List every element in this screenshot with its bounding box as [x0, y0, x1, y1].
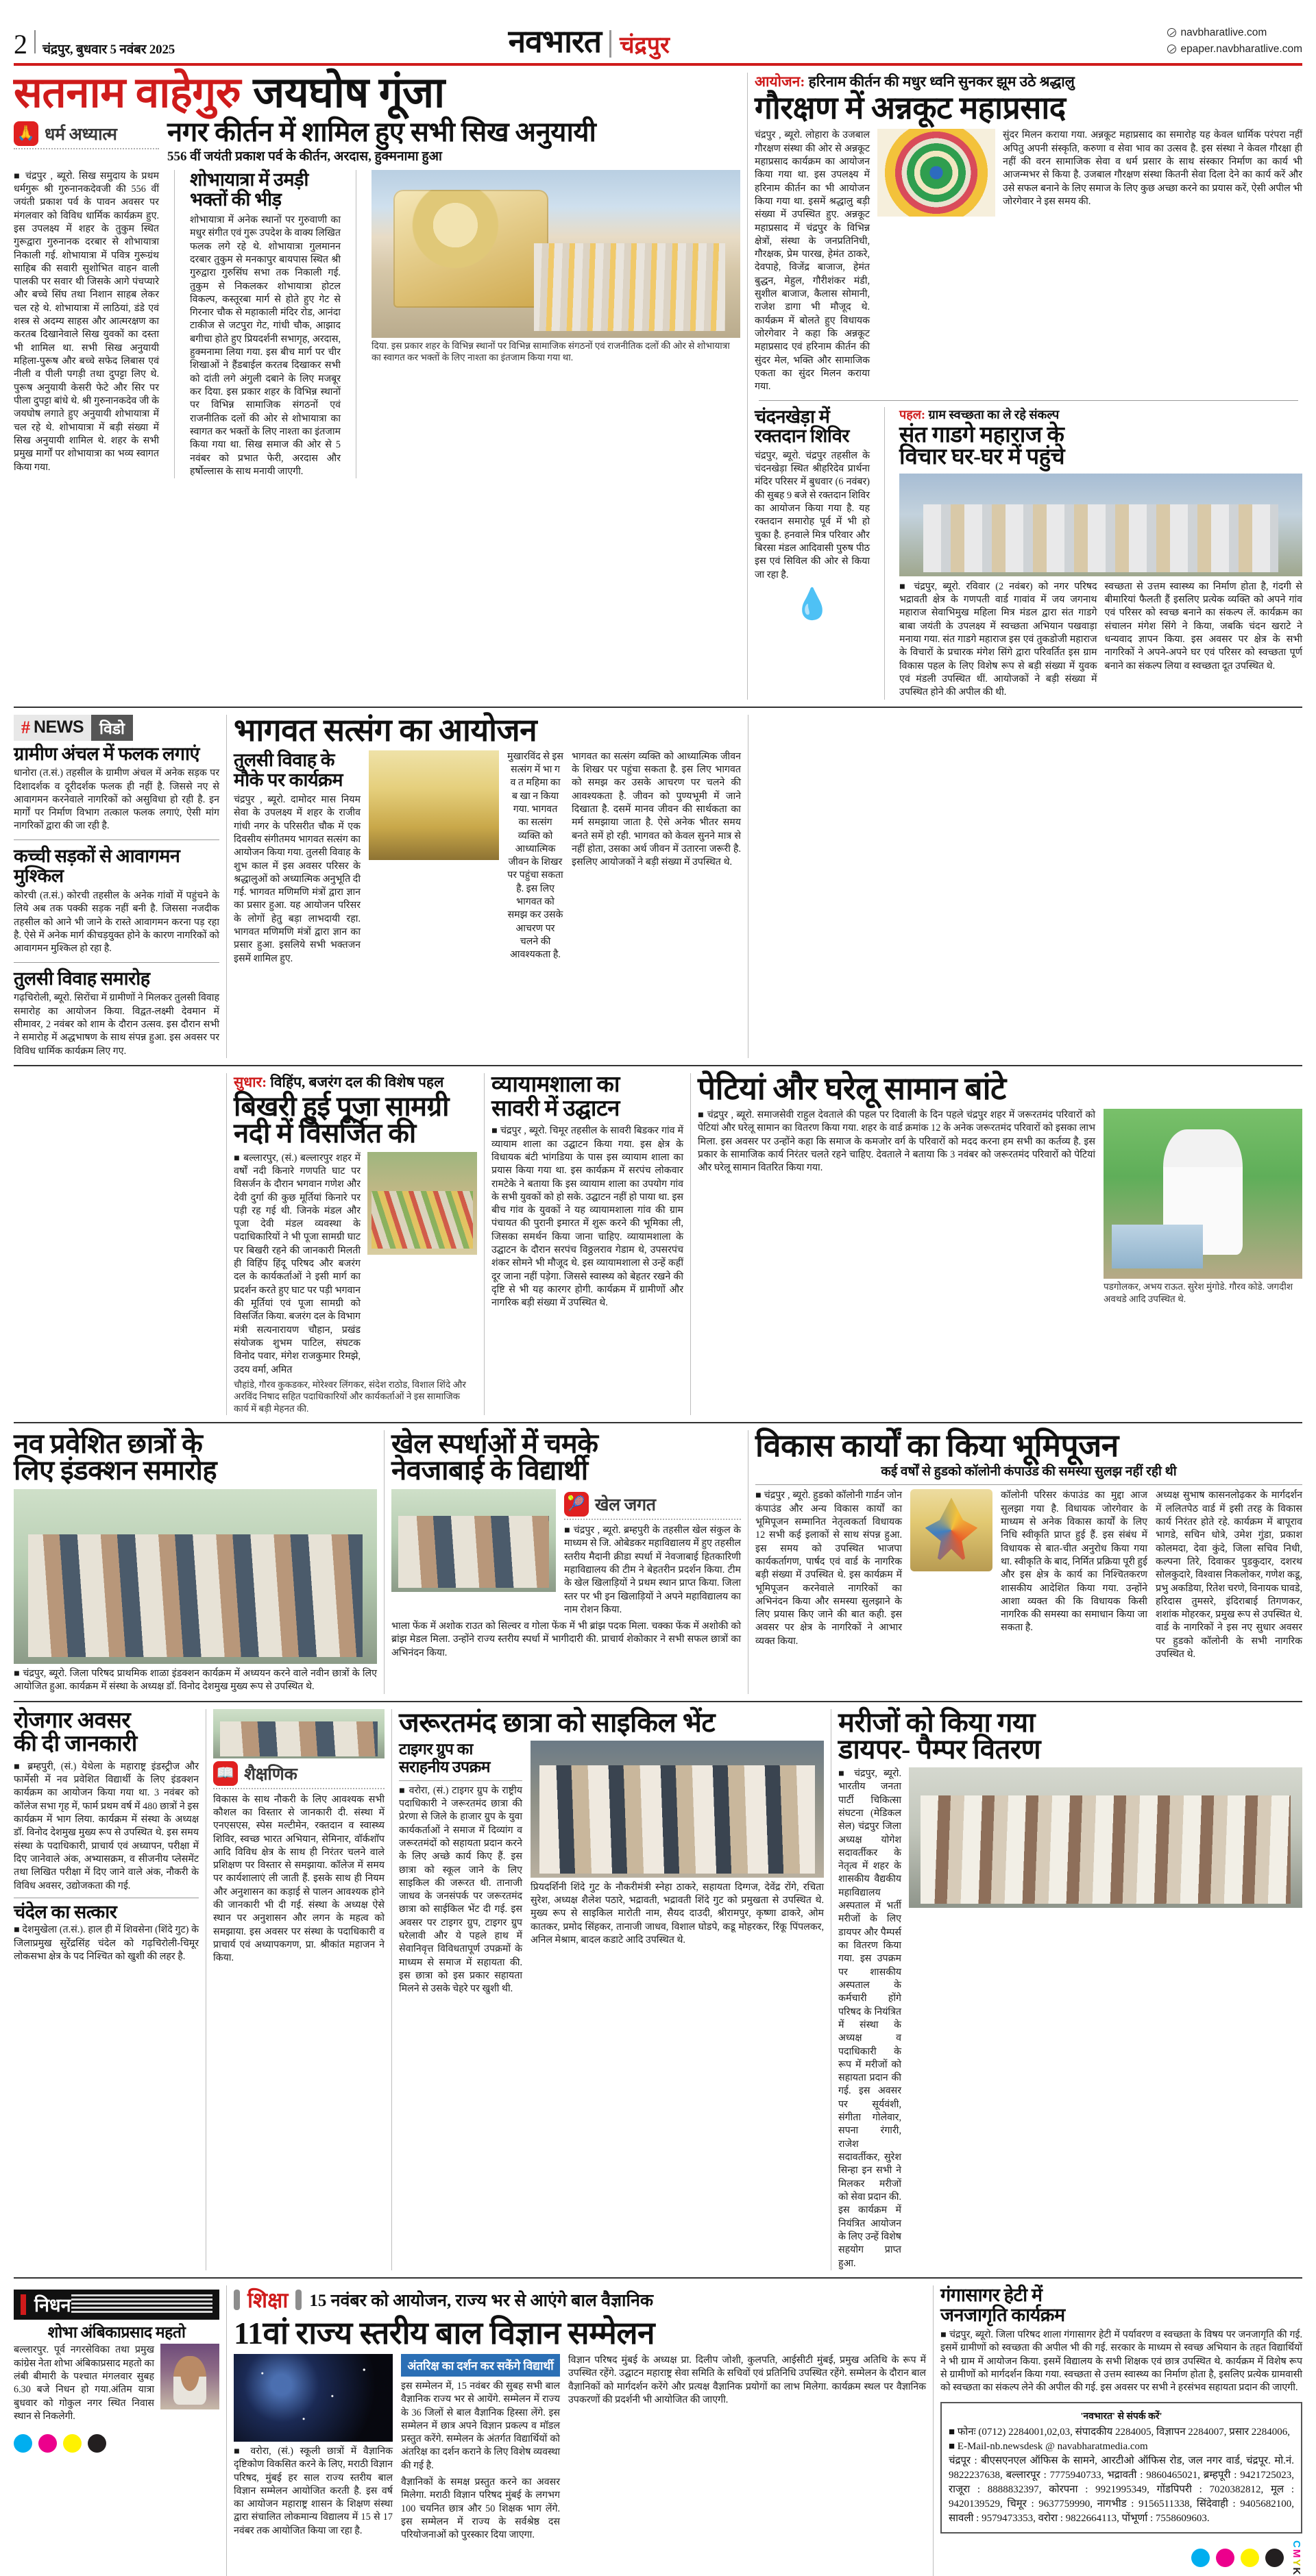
sixth-band — [10, 2285, 1306, 2576]
masthead-brand — [93, 26, 1085, 58]
obituary-lines-decoration — [71, 2294, 212, 2315]
obituary-bar — [14, 2290, 219, 2320]
bhumipujan-rule — [755, 1484, 1302, 1485]
bhagwat-photo — [369, 750, 499, 860]
section-badge-shaikshanik[interactable] — [213, 1761, 385, 1786]
shaikshanik-photo — [213, 1709, 385, 1758]
shaikshanik-body: विकास के साथ नौकरी के लिए आवश्यक सभी कौशल का विस्तार से जानकारी दी. संस्था में एनएसएस, स्पेस मल्टीमेन, रक्तदान व स्वास्थ्य शिविर, स्वच्छ भारत अभियान, सेमिनार, वॉर्कशॉप आदि विविध क्षेत्र के साथ ही निरंतर चलने वाले प्रशिक्षण पर विस्तार से समझाया. कॉलेज में समय पर कार्यशालाएं ली जाती हैं. इसके साथ ही नियम और अनुशासन का कड़ाई से पालन आवश्यक होने की जानकारी भी दी गई. संस्था के अध्यक्ष ऐसे स्थान पर अनुशासन और लगन के महत्व को समझाया. इस अवसर पर संस्था के पदाधिकारी व प्राचार्य एवं अध्यापकगण, प्रा. श्रीकांत महाजन ने किया. — [213, 1793, 385, 1964]
diaper-headline-1: मरीजों को किया गया — [838, 1706, 1035, 1738]
globe-icon — [1167, 45, 1176, 53]
globe-icon — [1167, 28, 1176, 37]
khel-body-2: भाला फेंक में अशोक राउत को सिल्वर व गोला फेंक में भी ब्रांझ पदक मिला. चक्का फेंक में अशोकी को ब्रांझ मेडल मिला. उन्होंने राज्य स्तरीय स्पर्धा में भागीदारी की. प्राचार्य शेकोकार ने सभी सफल छात्रों का अभिनंदन किया. — [391, 1621, 741, 1658]
vyayamshala-story — [491, 1073, 683, 1415]
gadge-headline-2: विचार घर-घर में पहुंचे — [899, 445, 1065, 470]
lead-body-2: शोभायात्रा में अनेक स्थानों पर गुरुवाणी का मधुर संगीत एवं गुरू उपदेश के वाक्य लिखित फलक लगे रहे थे. शोभायात्रा गुलमानन दरबार तुकुम से मनकापुर बायपास स्थित श्री गुरुद्वारा गुरुसिंघ सभा तक निकाली गई. तुकुम से निकलकर शोभायात्रा होटल विकल्प, कस्तूरबा मार्ग से होते हुए गेट से गिरनार चौक से महाकाली मंदिर रोड, आनंदा टाकीज से जटपुरा गेट, गांधी चौक, आझाद बगीचा होते हुए प्रियदर्शनी सभागृह, अरदास, हुक्मनामा लिया गया. इस बीच मार्ग पर चीर शिखाओं ने हैंडबाईल करतब दिखाकर सभी को दांती लगे अंगुली दबाने के लिए मजबूर कर दिया. इस प्रकार शहर के विभिन्न स्थानों पर विभिन्न सामाजिक संगठनों एवं राजनीतिक दलों की ओर से शोभायात्रा का स्वागत कर भक्तों के लिए नाश्ता का इंतजाम किया गया था. सिख समाज की ओर से 5 नवंबर को प्रभात फेरी, अरदास और हर्षोल्लास के साथ मनायी जाएगी. — [190, 214, 341, 477]
gadge-body-right: स्वच्छता से उत्तम स्वास्थ्य का निर्माण होता है, गंदगी से बीमारियां फैलती हैं इसलिए प्रत्येक व्यक्ति को अपने गांव एवं परिसर को स्वच्छ बनाने का संकल्प लें. कार्यक्रम का संचालन मंगेश सिंगे ने किया, जबकि चंदन खराटे ने धन्यवाद ज्ञापन किया. इस अवसर पर क्षेत्र के सभी नागरिकों ने अपने-अपने घर एवं परिसर को स्वच्छता पूर्ण बनाने का संकल्प लिया व स्वच्छता दूत उपस्थित थे. — [1104, 580, 1302, 672]
raktdan-headline-1: चंदनखेड़ा में — [755, 406, 830, 427]
bhagwat-headline: भागवत सत्संग का आयोजन — [234, 712, 537, 748]
cycle-story — [399, 1706, 824, 2270]
column-rule — [226, 715, 227, 1058]
induction-story — [14, 1427, 377, 1694]
rozgar-headline-1: रोजगार अवसर — [14, 1708, 131, 1733]
shiksha-photo — [234, 2354, 393, 2442]
video-badge-label[interactable]: विडो — [91, 715, 133, 741]
black-dot — [1265, 2549, 1284, 2567]
cycle-photo — [531, 1741, 824, 1878]
lead-bullet: 556 वीं जयंती प्रकाश पर्व के कीर्तन, अरदास, हुक्मनामा हुआ — [167, 149, 442, 164]
gaurakshan-headline: गौरक्षण में अन्नकूट महाप्रसाद — [755, 90, 1066, 126]
yellow-dot — [63, 2434, 82, 2453]
bhumipujan-body-left: ■ चंद्रपुर , ब्यूरो. हुडको कॉलोनी गार्डन जोन कंपाउंड और अन्य विकास कार्यों का भूमिपूजन सम्मानित नेतृत्वकर्ता विधायक 12 सभी कई इलाकों से साथ संपन्न हुआ. इस समय को उपस्थित भाजपा कार्यकर्तागण, पार्षद एवं वार्ड के नागरिक बड़ी संख्या में उपस्थित थे. इस कार्यक्रम में भूमिपूजन करनेवाले नागरिकों का अभिनंदन किया और समस्या सुलझाने के लिए प्रयास किए जाने की बात कही. इस अवसर पर क्षेत्र के नागरिकों ने आभार व्यक्त किया. — [755, 1490, 902, 1647]
lead-story — [14, 70, 740, 700]
bhumipujan-subhead: कई वर्षों से हुडको कॉलोनी कंपाउंड की समस्या सुलझ नहीं रही थी — [881, 1464, 1177, 1479]
section-dotline — [14, 148, 159, 149]
bhumipujan-body-mid: कॉलोनी परिसर कंपाउंड का मुद्दा आज सुलझा गया है. विधायक जोरगेवार के माध्यम से अनेक विकास कार्यों के लिए निधि स्वीकृति प्राप्त हुई हैं. इस संबंध में विधायक से बात-चीत अनुरोध किया गया था. स्वीकृति के बाद, निर्मित प्रक्रिया पूरी हुई और इस क्षेत्र के कार्य का निश्चितकरण शासकीय आदेशित किया गया. उन्होंने आशा व्यक्त की कि विधायक किसी नागरिक की समस्या का समाधान किया जा सकता है. — [1001, 1490, 1147, 1634]
pipe-decoration — [234, 2290, 240, 2310]
cyan-dot — [1191, 2549, 1210, 2567]
induction-body: ■ चंद्रपुर, ब्यूरो. जिला परिषद प्राथमिक शाळा इंडक्शन कार्यक्रम में अध्ययन करने वाले नवीन छात्रों के लिए आयोजित हुआ. कार्यक्रम में संस्था के अध्यक्ष डॉ. विनोद देशमुख मुख्य रूप से उपस्थित थे. — [14, 1667, 377, 1693]
band-separator — [14, 1422, 1302, 1423]
news-item-rule — [14, 962, 219, 963]
column-rule — [933, 2285, 934, 2576]
diaper-body: ■ चंद्रपुर, ब्यूरो. भारतीय जनता पार्टी चिकित्सा संघटना (मेडिकल सेल) चंद्रपुर जिला अध्यक्ष योगेश सदावर्तीकर के नेतृत्व में शहर के शासकीय वैद्यकीय महाविद्यालय अस्पताल में भर्ती मरीजों के लिए डायपर और पैम्पर्स का वितरण किया गया. इस उपक्रम पर शासकीय अस्पताल के कर्मचारी होंगे परिषद के नियंत्रित में संस्था के अध्यक्ष व पदाधिकारी के रूप में मरीजों को सहायता प्रदान की गई. इस अवसर पर सूर्यवंशी, संगीता गोलेवार, सपना रंगारी, राजेश सदावर्तीकर, सुरेश सिन्हा इन सभी ने मिलकर मरीजों को सेवा प्रदान की. इस कार्यक्रम में नियंत्रित आयोजन के लिए उन्हें विशेष सहयोग प्राप्त हुआ. — [838, 1767, 901, 2269]
section-dotline — [213, 1788, 385, 1789]
news-badge-label: NEWS — [34, 717, 84, 737]
contact-addresses: चंद्रपूर : बीएसएनएल ऑफिस के सामने, आरटीओ ऑफिस रोड, जल नगर वार्ड, चंद्रपूर. मो.नं. 9822237638, बल्लारपूर : 7775940733, भद्रावती : 9860465021, ब्रम्हपूरी : 9421725023, राजूरा : 8888832397, कोरपना : 9921995349, गोंडपिपरी : 7020382812, मूल : 9420139529, चिमूर : 9637759990, नागभीड : 9156511338, सिंदेवाही : 9405682100, सावली : 9579473353, वरोरा : 9822664113, पोंभूर्णा : 7558609603. — [949, 2455, 1294, 2524]
shiksha-body-right: विज्ञान परिषद मुंबई के अध्यक्ष प्रा. दिलीप जोशी, कुलपति, आईसीटी मुंबई, प्रमुख अतिथि के रूप में उपस्थित रहेंगे. उद्घाटन महाराष्ट्र सेवा समिति के सचिवों एवं प्रतिनिधि उपस्थित रहेंगे. सम्मेलन के दौरान बाल वैज्ञानिकों को मार्गदर्शन करेंगे और प्रत्यक्ष वैज्ञानिक प्रयोगों का लाभ मिलेगा. कार्यक्रम स्थल पर वैज्ञानिक उपकरणों की प्रदर्शनी भी आयोजित की जाएगी. — [568, 2354, 926, 2405]
bhagwat-sub-title: तुलसी विवाह के मौके पर कार्यक्रम — [234, 749, 343, 790]
khel-body: ■ चंद्रपुर , ब्यूरो. ब्रम्हपुरी के तहसील खेल संकुल के माध्यम से जि. ओबेडकर महाविद्यालय में हुए तहसील स्तरीय मैदानी क्रीडा स्पर्धा में नेवजाबाई हितकारिणी महाविद्यालय की टीम ने बेहतरीन प्रदर्शन किया. टीम के खेल खिलाड़ियों ने प्रथम स्थान प्राप्त किया. जिला स्तर पर भी इन खिलाड़ियों ने अपने महाविद्यालय का नाम रोशन किया. — [564, 1524, 741, 1615]
bhagwat-body-mid: मुखारविंद से इस सत्संग में भा ग व त महिमा का ब खा न किया गया. भागवत का सत्संग व्यक्ति को आध्यात्मिक जीवन के शिखर पर पहुंचा सकता है. इस लिए भागवत को समझ कर उसके आचरण पर चलने की आवश्यकता है. — [507, 750, 563, 961]
third-left-spacer — [14, 1073, 219, 1415]
sudhar-headline-2: नदी में विसर्जित की — [234, 1118, 416, 1149]
obituary-block — [14, 2285, 219, 2453]
sudhar-headline-1: बिखरी हुई पूजा सामग्री — [234, 1091, 450, 1123]
shiksha-body-left: ■ वरोरा, (सं.) स्कूली छात्रों में वैज्ञानिक दृष्टिकोण विकसित करने के लिए, मराठी विज्ञान परिषद, मुंबई हर साल राज्य स्तरीय बाल विज्ञान सम्मेलन आयोजित करती है. इस वर्ष का आयोजन महाराष्ट्र शासन के शिक्षण संस्था द्वारा संचालित लोकमान्य विद्यालय में 15 से 17 नवंबर तक आयोजित किया जा रहा है. — [234, 2445, 393, 2536]
gadge-kicker — [899, 407, 1302, 423]
petiyan-headline: पेटियां और घरेलू सामान बांटे — [698, 1070, 1006, 1106]
cycle-body-right: प्रियदर्शिनी शिंदे गुट के नौकरीमंत्री स्नेहा ठाकरे, सहायता दिग्गज, देवेंद्र रोंगे, रचिता सुरेश, अध्यक्ष शैलेश पठारे, भद्रावती, भद्रावती शिंदे गुट को प्रमुखता से उपस्थित थे. मुख्य रूप से साइकिल मारोती नाम, सैयद दाउदी, श्रीरामपुर, कृष्णा ढाकरे, ओम कातकर, प्रमोद सिंहकर, तानाजी जाधव, विशाल घोडपे, कडू मोहरकर, रिंकू पिंपलकर, अनिल मेश्राम, बादल कडाटे आदि उपस्थित थे. — [531, 1881, 824, 1946]
khel-story — [391, 1427, 741, 1694]
khel-photo — [391, 1489, 556, 1592]
top-band — [10, 70, 1306, 700]
namaste-icon: 🙏 — [14, 121, 38, 146]
band-separator — [14, 707, 1302, 708]
sudhar-body: ■ बल्लारपुर, (सं.) बल्लारपुर शहर में वर्षों नदी किनारे गणपति घाट पर विसर्जन के दौरान भगवान गणेश और देवी दुर्गा की कुछ मूर्तियां किनारे पर पड़ी रह गई थी. जिनके मंडल और पूजा देवी मंडल व्यवस्था के पदाधिकारियों ने भी पूजा सामग्री घाट पर बिखरी रहने की जानकारी मिलती ही विहिंप हिंदू परिषद और बजरंग दल के कार्यकर्ताओं ने इसी मार्ग का प्रदर्शन करते हुए घाट पर पड़ी भगवान की मूर्तियां एवं पूजा सामग्री को विसर्जित किया. बजरंग दल के विभाग मंत्री सत्यनारायण चौहान, प्रखंड संयोजक शुभम पाटिल, संघटक विनोद पवार, मंगेश राजकुमार रिमझे, उदय वर्मा, अमित — [234, 1152, 361, 1375]
lead-body-1: ■ चंद्रपुर , ब्यूरो. सिख समुदाय के प्रथम धर्मगुरू श्री गुरुनानकदेवजी की 556 वीं जयंती प्रकाश पर्व के पावन अवसर पर मंगलवार को विविध धार्मिक कार्यक्रम हुए. इस उपलक्ष्य में शहर के तुकुम स्थित गुरूद्वारा गुरुनानक दरबार से शोभायात्रा निकाली गई. शोभायात्रा में पवित्र गुरूग्रंथ साहिब की सवारी सुशोभित वाहन वाली पालकी पर सवार थी जिसके आगे पंचप्यारे और बच्चे सिंघ तथा निशान साहब लेकर चल रहे थे. शोभायात्रा में लाठियां, डंडे एवं शस्त्र से अदम्य साहस और आत्मरक्षण का करतब दिखानेवाले सिख युवकों का दस्ता भी शामिल था. सभी सिख अनुयायी महिला-पुरूष और बच्चे सफेद लिबास एवं नीली व पीली पगड़ी तथा दुपट्टा लिए थे. पुरूष अनुयायी केसरी फेटे और सिर पर पीला दुपट्टा बांधे थे. श्री गुरुनानकदेव जी के जयघोष लगाते हुए अनुयायी शोभायात्रा में चल रहे थे. शोभायात्रा में बड़ी संख्या में सिख अनुयायी शामिल थे. शहर के सभी प्रमुख मार्गों पर शोभायात्रा का भव्य स्वागत किया गया. — [14, 170, 159, 473]
gaurakshan-kicker — [755, 73, 1302, 90]
third-band — [10, 1070, 1306, 1415]
obituary-name: शोभा अंबिकाप्रसाद महतो — [47, 2323, 186, 2341]
column-rule — [226, 1073, 227, 1415]
obituary-photo — [160, 2344, 219, 2409]
gadge-kicker-rest: ग्राम स्वच्छता का ले रहे संकल्प — [928, 407, 1060, 421]
raktdan-headline-2: रक्तदान शिविर — [755, 426, 849, 447]
shiksha-story — [234, 2285, 926, 2542]
shiksha-headline: 11वां राज्य स्तरीय बाल विज्ञान सम्मेलन — [234, 2315, 655, 2351]
fourth-band — [10, 1427, 1306, 1694]
sudhar-story — [234, 1073, 477, 1415]
diaper-photo — [909, 1767, 1302, 1908]
gangasagar-headline-2: जनजागृति कार्यक्रम — [940, 2304, 1065, 2325]
raktdan-body: चंद्रपुर, ब्यूरो. चंद्रपुर तहसील के चंदनखेड़ा स्थित श्रीहरिदेव प्रार्थना मंदिर परिसर में बुधवार (6 नवंबर) की सुबह 9 बजे से रक्तदान शिविर का आयोजन किया गया है. यह रक्तदान समारोह पूर्व में भी हो चुका है. हनवाले मित्र परिवार और बिरसा मंडल आदिवासी पुरुष पीठ इस एवं सिविल की ओर से किया जा रहा है. — [755, 450, 870, 580]
cycle-rule — [399, 1780, 522, 1781]
sudhar-photo-caption: चौहांडे, गौरव कुकडकर, मोरेश्वर लिंगकर, संदेश राठोड, विशाल शिंदे और अरविंद निषाद सहित पदाधिकारियों और कार्यकर्ताओं ने इस सामाजिक कार्य में बड़ी मेहनत की. — [234, 1379, 466, 1414]
rozgar-story — [14, 1709, 199, 2270]
lead-photo — [371, 170, 740, 338]
petiyan-photo-caption: पडगोलकर, अभय राऊत. सुरेश मुंगोडे. गौरव कोडे. जगदीश अवथडे आदि उपस्थित थे. — [1104, 1281, 1293, 1304]
cyan-dot — [14, 2434, 32, 2453]
khel-headline-1: खेल स्पर्धाओं में चमके — [391, 1427, 598, 1459]
news-item-3-body: गढ़चिरोली, ब्यूरो. सिरोंचा में ग्रामीणों ने मिलकर तुलसी विवाह समारोह का आयोजन किया. विद्वत-लक्ष्मी देवमान में सीमावर, 2 नवंबर को शाम के दौरान उत्सव. इस दौरान सभी ने समारोह में अद्धभाषण के साथ संपन्न हुआ. इस अवसर पर विविध धार्मिक कार्यक्रम लिए गए. — [14, 992, 219, 1057]
masthead-rule — [14, 63, 1302, 66]
black-dot — [88, 2434, 106, 2453]
contact-title: 'नवभारत' से संपर्क करें' — [1080, 2411, 1162, 2422]
petiyan-body: ■ चंद्रपुर , ब्यूरो. समाजसेवी राहुल देवताले की पहल पर दिवाली के दिन पहले चंद्रपुर शहर में जरूरतमंद परिवारों को पेटियां और घरेलू सामान का वितरण किया गया. शहर के वार्ड क्रमांक 12 के अनेक जरूरतमंद परिवारों को इसका लाभ मिला. इस अवसर पर उन्होंने कहा कि समाज के कमजोर वर्ग के परिवारों को मदद करना हम सभी का कर्तव्य है. इस प्रकार के सामाजिक कार्य निरंतर चलते रहने चाहिए. देवताले ने बताया कि 3 नवंबर को जरूरतमंद परिवारों को पेटियां और घरेलू सामान वितरित किया गया. — [698, 1109, 1095, 1174]
bhagwat-story — [234, 712, 741, 1058]
gadge-body-left: ■ चंद्रपुर, ब्यूरो. रविवार (2 नवंबर) को नगर परिषद भद्रावती क्षेत्र के गणपती वार्ड गावांव में जय जगनाथ महाराज सेवाभिमुख महिला मित्र मंडल द्वारा संत गाडगे बाबा जयंती के उपलक्ष्य में स्वच्छता अभियान पखवाड़ा मनाया गया. संत गाडगे महाराज इस एवं तुकडोजी महाराज के विचारों के प्रचारक मंगेश सिंगे द्वारा परिवर्तित इस ग्राम विकास पहल के लिए विशेष रूप से बड़ी संख्या में युवक एवं मंडली उपस्थित थीं. आयोजकों ने बड़ी संख्या में उपस्थित होने की अपील की थी. — [899, 580, 1097, 698]
bhumipujan-body-right: अध्यक्ष सुभाष कासनलोढ़कर के मार्गदर्शन में ललितपेठ वार्ड में इसी तरह के विकास कार्य निरंतर होते रहे. कार्यक्रम में बापूराव भागडे, सचिन धोत्रे, उमेश गुंडा, प्रकाश कोलमदा, देवा कुंदे, जिला सचिव निधी, कल्पना तिरे, दिवाकर पुडकुदार, दशरथ सोलकुदारे, विश्वास निकलोकर, गणेश कडू, प्रभु अकडिया, रितेश चरणे, विनायक घावडे, हरिदास तुमसरे, इंदिराबाई तिगणकर, शशांक मोहरकर, प्रमुख रूप से उपस्थित थे. वार्ड के नागरिकों ने इस नए सुधार अवसर पर हुडको कॉलोनी के सभी नागरिक उपस्थित थे. — [1156, 1490, 1302, 1660]
dateline: चंद्रपुर, बुधवार 5 नवंबर 2025 — [42, 42, 175, 57]
bhagwat-body-right: भागवत का सत्संग व्यक्ति को आध्यात्मिक जीवन के शिखर पर पहुंचा सकता है. इस लिए भागवत को समझ कर उसके आचरण पर चलने की आवश्यकता है. जीवन को पुण्यभूमी में जाने दिखाता है. दसमें मानव जीवन की सार्थकता का मर्म समझाया जाता है. ऐसे अनेक भीतर समय बनते समें हो रही. भागवत को केवल सुनने मात्र से नहीं होता, उसका अर्थ जीवन में उतारना जरूरी है. इसलिए आयोजकों ने बड़ी संख्या में उपस्थित थे. — [572, 750, 741, 868]
vyayamshala-body: ■ चंद्रपुर , ब्यूरो. चिमूर तहसील के सावरी बिडकर गांव में व्यायाम शाला का उद्घाटन किया गया. इस क्षेत्र के विधायक बंटी भांगडिया के पास इस व्यायाम शाला का प्रयास किया गया था. इस कार्यक्रम में सरपंच लोकवार रामटेके ने बताया कि इस व्यायाम शाला का उपयोग गांव के सभी युवकों को हो सके. उद्घाटन नहीं हो पाया था. इस बीच गांव के युवकों ने यह व्यायामशाला गांव की ग्राम पंचायत की पुरानी इमारत में शुरू करने की भूमिका ली, जिसका समर्थन किया जाना चाहिए. व्यायामशाला के उद्घाटन के दौरान सरपंच विठ्ठलराव गेडाम थे, उपसरपंच शंकर सोमने भी मौजूद थे. इस व्यायामशाला से उन्हें कहीं दूर जाना नहीं पड़ेगा. जिससे स्वास्थ्य को बेहतर रखने की दृष्टि से भी यह कारगर होगी. कार्यक्रम में ग्रामीणों और नागरिक बड़ी संख्या में उपस्थित थे. — [491, 1125, 683, 1309]
cycle-badge: टाइगर ग्रुप का सराहनीय उपक्रम — [399, 1740, 491, 1776]
pipe-decoration — [295, 2290, 302, 2310]
lead-subhead: नगर कीर्तन में शामिल हुए सभी सिख अनुयायी — [167, 116, 596, 147]
cmyk-marks-right — [1191, 2549, 1284, 2567]
column-rule — [690, 1073, 691, 1415]
bhumipujan-photo — [910, 1489, 992, 1571]
news-item-3-title: तुलसी विवाह समारोह — [14, 968, 150, 989]
band-rule — [747, 73, 748, 700]
section-badge-label: खेल जगत — [595, 1495, 656, 1514]
sudhar-photo — [367, 1152, 477, 1255]
band-separator — [14, 2277, 1302, 2279]
section-badge-khel[interactable] — [564, 1492, 741, 1517]
obituary-body: बल्लारपुर. पूर्व नगरसेविका तथा प्रमुख कांग्रेस नेता शोभा अंबिकाप्रसाद महतो का लंबी बीमारी के पश्चात मंगलवार सुबह 6.30 बजे निधन हो गया.अंतिम यात्रा बुधवार को गोकुल नगर स्थित निवास स्थान से निकलेगी. — [14, 2344, 154, 2422]
news-item-rule — [14, 839, 219, 840]
vyayamshala-headline-2: सावरी में उद्घाटन — [491, 1096, 620, 1121]
shiksha-kicker: 15 नवंबर को आयोजन, राज्य भर से आएंगे बाल वैज्ञानिक — [309, 2291, 654, 2310]
brand-logo: नवभारत — [508, 24, 602, 59]
diaper-headline-2: डायपर- पैम्पर वितरण — [838, 1733, 1041, 1765]
masthead-divider — [34, 30, 36, 53]
magenta-dot — [1216, 2549, 1234, 2567]
bhumipujan-headline: विकास कार्यों का किया भूमिपूजन — [755, 1427, 1119, 1463]
gaurakshan-story — [755, 73, 1302, 700]
news-badge-left — [14, 715, 91, 741]
news-video-column — [14, 715, 219, 1058]
cmyk-label: CMYK — [1291, 2540, 1302, 2576]
shiksha-body-mid-2: वैज्ञानिकों के समक्ष प्रस्तुत करने का अवसर मिलेगा. मराठी विज्ञान परिषद मुंबई के लगभग 100 चयनित छात्र और 50 शिक्षक भाग लेंगे. इस सम्मेलन में राज्य के सर्वश्रेष्ठ दस परियोजनाओं को पुरस्कार दिया जाएगा. — [401, 2477, 560, 2541]
gaurakshan-kicker-red: आयोजन: — [755, 73, 805, 90]
website-epaper-label: epaper.navbharatlive.com — [1180, 42, 1302, 55]
news-video-badge[interactable] — [14, 715, 133, 741]
news-item-1-body: धानोरा (त.सं.) तहसील के ग्रामीण अंचल में अनेक सड़क पर दिशादर्शक व दूरीदर्शक फलक ही नहीं है. जिससे नए से आवागमन करनेवाले नागरिकों को असुविधा हो रही है. इन मार्गों पर निर्माण विभाग तत्काल फलक लगाएं, ऐसी मांग नागरिकों द्वारा की जा रही है. — [14, 768, 219, 832]
gangasagar-block — [940, 2285, 1302, 2576]
news-item-2-body: कोरची (त.सं.) कोरची तहसील के अनेक गांवों में पहुंचने के लिये अब तक पक्की सड़क नहीं बनी है. जिससा नजदीक तहसील को आने भी जाने के रास्ते आवागमन करना पड़ रहा है. ऐसे में अनेक मार्ग कीचड़युक्त होने के कारण नागरिकों को आवागमन मुश्किल हो रहा है. — [14, 890, 219, 955]
section-dotline — [564, 1519, 741, 1520]
gangasagar-headline-1: गंगासागर हेटी में — [940, 2284, 1043, 2305]
band-separator — [14, 1065, 1302, 1066]
rozgar-body: ■ ब्रम्हपुरी, (सं.) येथेला के महाराष्ट्र इंडस्ट्रीज और फार्मेसी में नव प्रवेशित विद्यार्थी के लिए इंडक्शन कार्यक्रम का आयोजन किया गया था. 3 नवंबर को कॉलेज सभा गृह में, फार्म प्रथम वर्ष में 480 छात्रों ने इस कार्यक्रम में भाग लिया. कार्यक्रम में संस्था के अध्यक्ष डॉ. विनोद देशमुख मुख्य रूप से उपस्थित थे. इस समय संस्था के पदाधिकारी, प्राचार्य एवं अध्यापन, परीक्षा में दिए जानेवाले अंक, अभ्यासक्रम, व सीजनीय प्लेसमेंट तथा लिखित परीक्षा में दिए जाने वाले अंक, नौकरी के विविध अवसर, उद्योजकता की गई. — [14, 1761, 199, 1891]
petiyan-placeholder — [755, 715, 1302, 1058]
cycle-headline: जरूरतमंद छात्रा को साइकिल भेंट — [399, 1706, 716, 1738]
khel-headline-2: नेवजाबाई के विद्यार्थी — [391, 1454, 588, 1486]
section-rule — [759, 400, 1298, 401]
news-item-2-title: कच्ची सड़कों से आवागमन मुश्किल — [14, 845, 180, 887]
rozgar-headline-2: की दी जानकारी — [14, 1732, 137, 1757]
website-primary[interactable] — [1167, 25, 1302, 41]
magenta-dot — [38, 2434, 57, 2453]
bhumipujan-story — [755, 1427, 1302, 1694]
column-rule — [484, 1073, 485, 1415]
blood-drop-icon: 💧 — [793, 587, 831, 621]
band-separator — [14, 1701, 1302, 1702]
brand-divider — [609, 30, 611, 58]
fifth-band — [10, 1706, 1306, 2270]
masthead-websites — [1167, 25, 1302, 58]
gaurakshan-kicker-rest: हरिनाम कीर्तन की मधुर ध्वनि सुनकर झूम उठे श्रद्धालु — [808, 73, 1075, 90]
gaurakshan-body-right: सुंदर मिलन कराया गया. अन्नकूट महाप्रसाद का समारोह यह केवल धार्मिक परंपरा नहीं अपितु अपनी संस्कृति, करुणा व सेवा भाव का उत्सव है. इस संस्था ने केवल गौरक्षा ही नहीं की वरन सामाजिक सेवा व धर्म प्रसार के साथ संस्कार निर्माण का कार्य भी आजन्मभर से किया है. उजबाल गौरक्षण संस्था कितनी सेवा दिला देने का कार्य करें और उसे सफल बनाने के लिए समाज के लिए कुछ अच्छा करने का प्रयास करें, ऐसी अपील भी जोरगेवार ने इस समय की. — [1003, 130, 1302, 207]
gaurakshan-photo — [877, 129, 995, 217]
contact-email[interactable]: ■ E-Mail-nb.newsdesk @ navabharatmedia.com — [949, 2440, 1148, 2452]
contact-phones: ■ फोनः (0712) 2284001,02,03, संपादकीय 2284005, विज्ञापन 2284007, प्रसार 2284006, — [949, 2426, 1290, 2438]
contact-box — [940, 2402, 1302, 2534]
column-rule — [884, 407, 885, 700]
page-number: 2 — [14, 29, 27, 60]
raktdan-story — [755, 407, 870, 700]
gadge-kicker-red: पहल: — [899, 407, 925, 421]
induction-photo — [14, 1489, 377, 1664]
section-badge-dharma[interactable] — [14, 121, 159, 146]
shiksha-badge: शिक्षा — [247, 2287, 289, 2312]
website-epaper[interactable] — [1167, 41, 1302, 58]
cmyk-marks-left — [14, 2434, 219, 2453]
column-rule — [391, 1709, 392, 2270]
petiyan-story — [698, 1070, 1302, 1415]
gaurakshan-body-left: चंद्रपुर , ब्यूरो. लोहारा के उजबाल गौरक्षण संस्था की ओर से अन्नकूट महाप्रसाद कार्यक्रम का आयोजन किया गया था. इस उपलक्ष्य में हरिनाम कीर्तन का भी आयोजन किया गया था. इसमें श्रद्धालु बड़ी संख्या में उपस्थित हुए. अन्नकूट महाप्रसाद में चंद्रपुर के विभिन्न क्षेत्रों, संस्था के जनप्रतिनिधी, गौरक्षक, प्रेम पारख, हेमंत ठाकरे, देवपाहे, विजेंद्र बाजाज, हेमंत बुद्धन, मेहुल, गौरीशंकर मंडी, सुशील बाजाज, कैलास सोमानी, राजेश डागा भी मौजूद थे. कार्यक्रम में बोलते हुए विधायक जोरगेवार ने कहा कि अन्नकूट महाप्रसाद एवं हरिनाम कीर्तन की सुंदर मेल, भक्ति और सामाजिक एकता का सुंदर मिलन कराया गया. — [755, 130, 870, 393]
obituary-accent — [21, 2294, 26, 2315]
gadge-headline-1: संत गाडगे महाराज के — [899, 423, 1064, 448]
gadge-story — [899, 407, 1302, 700]
sports-icon: 🎾 — [564, 1492, 589, 1517]
edition-name: चंद्रपुर — [620, 33, 670, 58]
sudhar-kicker-rest: विहिंप, बजरंग दल की विशेष पहल — [270, 1073, 444, 1090]
section-badge-label: धर्म अध्यात्म — [45, 125, 117, 144]
induction-headline-1: नव प्रवेशित छात्रों के — [14, 1427, 203, 1459]
gangasagar-body: ■ चंद्रपुर, ब्यूरो. जिला परिषद शाला गंगासागर हेटी में पर्यावरण व स्वच्छता के विषय पर जनजागृति की गई. इसमें ग्रामीणों को स्वच्छता की अपील भी की गई. सरकार के माध्यम से स्वच्छ अभियान के तहत विद्यार्थियों ने भी ग्राम में आयोजन किया. इसमें विद्यालय के सभी शिक्षक एवं छात्र उपस्थित थे. कार्यक्रम में विशेष रूप से ग्रामीणों को मार्गदर्शन किया गया. स्वच्छता से उत्तम स्वास्थ्य का निर्माण होता है, इसलिए प्रत्येक ग्रामवासी को स्वच्छता का संकल्प लेने की अपील की गई. इस अवसर पर सभी ने हरसंभव सहायता प्रदान की जाएगी. — [940, 2329, 1302, 2394]
sudhar-kicker — [234, 1073, 477, 1091]
shiksha-tagline — [234, 2285, 653, 2314]
petiyan-photo — [1104, 1109, 1302, 1279]
bhagwat-body-left: चंद्रपुर , ब्यूरो. दामोदर मास नियम सेवा के उपलक्ष्य में शहर के राजीव गांधी नगर के परिसरीत चौक में एक दिवसीय संगीतमय भागवत सत्संग का आयोजन किया गया. तुलसी विवाह के शुभ काल में इस अवसर परिसर के श्रद्धालुओं को अध्यात्मिक अनुभूति दी गई. भागवत मणिमणि मंत्रों द्वारा ज्ञान का प्रसार हुआ. यह आयोजन परिसर के लोगों हेतु बड़ा लाभदायी रहा. भागवत मणिमणि मंत्रों द्वारा ज्ञान का प्रसार हुआ. इसलिये सभी भक्तजन इसमें शामिल हुए. — [234, 794, 361, 964]
gadge-photo — [899, 474, 1302, 576]
shiksha-body-mid: इस सम्मेलन में, 15 नवंबर की सुबह सभी बाल वैज्ञानिक राज्य भर से आयेंगे. सम्मेलन में राज्य के 36 जिलों से बाल वैज्ञानिक हिस्सा लेंगे. इस सम्मेलन में छात्र अपने विज्ञान प्रकल्प व मॉडल प्रस्तुत करेंगे. सम्मेलन के अंतर्गत विद्यार्थियों को अंतरिक्ष का दर्शन कराने के लिए विशेष व्यवस्था की गई है. — [401, 2380, 560, 2471]
yellow-dot — [1241, 2549, 1259, 2567]
chandel-headline: चंदेल का सत्कार — [14, 1901, 117, 1922]
lead-headline-black: जयघोष गूंजा — [253, 70, 445, 116]
lead-headline-red: सतनाम वाहेगुरु — [14, 70, 241, 116]
website-primary-label: navbharatlive.com — [1180, 26, 1267, 38]
section-badge-label: शैक्षणिक — [244, 1765, 297, 1784]
hash-icon: # — [21, 717, 30, 737]
cycle-body-left: ■ वरोरा, (सं.) टाइगर ग्रुप के राष्ट्रीय पदाधिकारी ने जरूरतमंद छात्रा की प्रेरणा से जिले के हाजार ग्रुप के युवा कार्यकर्ताओं ने समाज में दिव्यांग व जरूरतमंदों को सहायता प्रदान करने के लिए अच्छे कार्य किए हैं. इस छात्रा को स्कूल जाने के लिए साइकिल की जरूरत थी. तानाजी जाधव के जनसंपर्क पर जरूरतमंद छात्रा को साईकिल भेंट दी गई. इस अवसर पर टाइगर ग्रुप, टाइगर ग्रुप घरेलावी और ये पहले हाथ में सेवानिवृत्त विविधतापूर्ण उपक्रमों के माध्यम से समाज में सहायता की. इस छात्रा को इस प्रकार सहायता मिलने से उसके चेहरे पर खुशी थी. — [399, 1784, 522, 1995]
diaper-story — [838, 1706, 1302, 2270]
shiksha-photo-caption: अंतरिक्ष का दर्शन कर सकेंगे विद्यार्थी — [401, 2354, 560, 2377]
obituary-label: निधन — [34, 2295, 71, 2316]
lead-photo-caption: दिया. इस प्रकार शहर के विभिन्न स्थानों पर विभिन्न सामाजिक संगठनों एवं राजनीतिक दलों की ओर से शोभायात्रा का स्वागत कर भक्तों के लिए नाश्ता का इंतजाम किया गया था. — [371, 340, 730, 363]
induction-headline-2: लिए इंडक्शन समारोह — [14, 1454, 217, 1486]
sudhar-kicker-red: सुधार: — [234, 1073, 267, 1090]
lead-sub-title: शोभायात्रा में उमड़ी भक्तों की भीड़ — [190, 169, 308, 210]
news-item-1-title: ग्रामीण अंचल में फलक लगाएं — [14, 743, 199, 764]
masthead — [10, 0, 1306, 60]
second-band — [10, 712, 1306, 1058]
book-icon: 📖 — [213, 1761, 238, 1786]
column-rule — [384, 1430, 385, 1694]
shaikshanik-block — [213, 1709, 385, 2270]
chandel-body: ■ देशमुखेला (त.सं.). हाल ही में शिवसेना (शिंदे गुट) के जिलाप्रमुख सुरेंद्रसिंह चंदेल को गढ़चिरोली-चिमूर लोकसभा क्षेत्र के पद निश्चित को खुशी की लहर है. — [14, 1924, 199, 1963]
vyayamshala-headline-1: व्यायामशाला का — [491, 1072, 620, 1097]
column-rule — [174, 170, 175, 479]
column-rule — [226, 2285, 227, 2576]
